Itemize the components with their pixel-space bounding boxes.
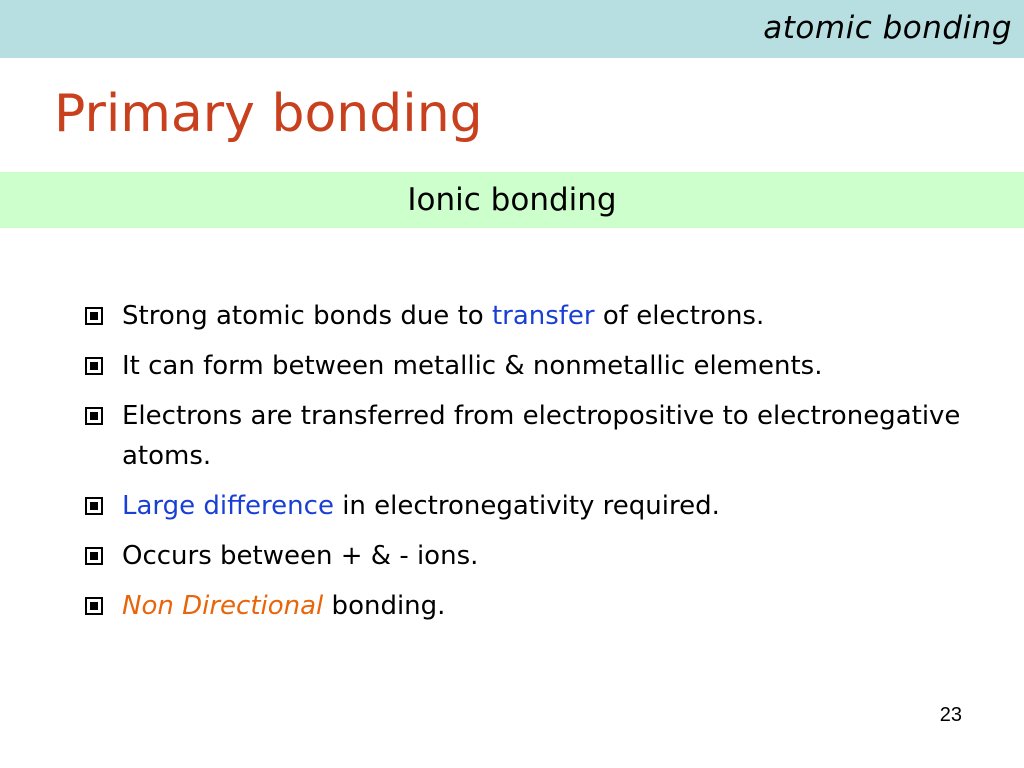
subtitle-band [0,172,1024,228]
bullet-item [84,346,1004,386]
bullet-item [84,296,1004,336]
slide-title: Primary bonding [54,84,483,144]
header-band [0,0,1024,58]
bullet-text-after: in electronegativity required. [333,491,720,521]
topic-label: atomic bonding [763,10,1012,46]
square-bullet-icon [85,597,103,615]
bullet-text: Electrons are transferred from electropositive to electronegative atoms. [122,401,961,471]
bullet-text-after: of electrons. [594,301,765,331]
bullet-text: Strong atomic bonds due to [122,301,492,331]
bullet-item [84,536,1004,576]
bullet-item [84,486,1004,526]
square-bullet-icon [85,497,103,515]
bullet-highlight: transfer [491,301,595,331]
square-bullet-icon [85,357,103,375]
square-bullet-icon [85,547,103,565]
page-number: 23 [939,704,962,726]
bullet-list [84,296,1004,636]
bullet-text-after: bonding. [323,591,446,621]
bullet-highlight: Large difference [122,491,334,521]
bullet-item [84,396,1004,476]
square-bullet-icon [85,407,103,425]
slide-subtitle: Ionic bonding [407,182,617,218]
bullet-text: Occurs between + & - ions. [122,541,479,571]
bullet-text: It can form between metallic & nonmetallic elements. [122,351,823,381]
square-bullet-icon [85,307,103,325]
bullet-item [84,586,1004,626]
bullet-highlight: Non Directional [122,591,324,621]
